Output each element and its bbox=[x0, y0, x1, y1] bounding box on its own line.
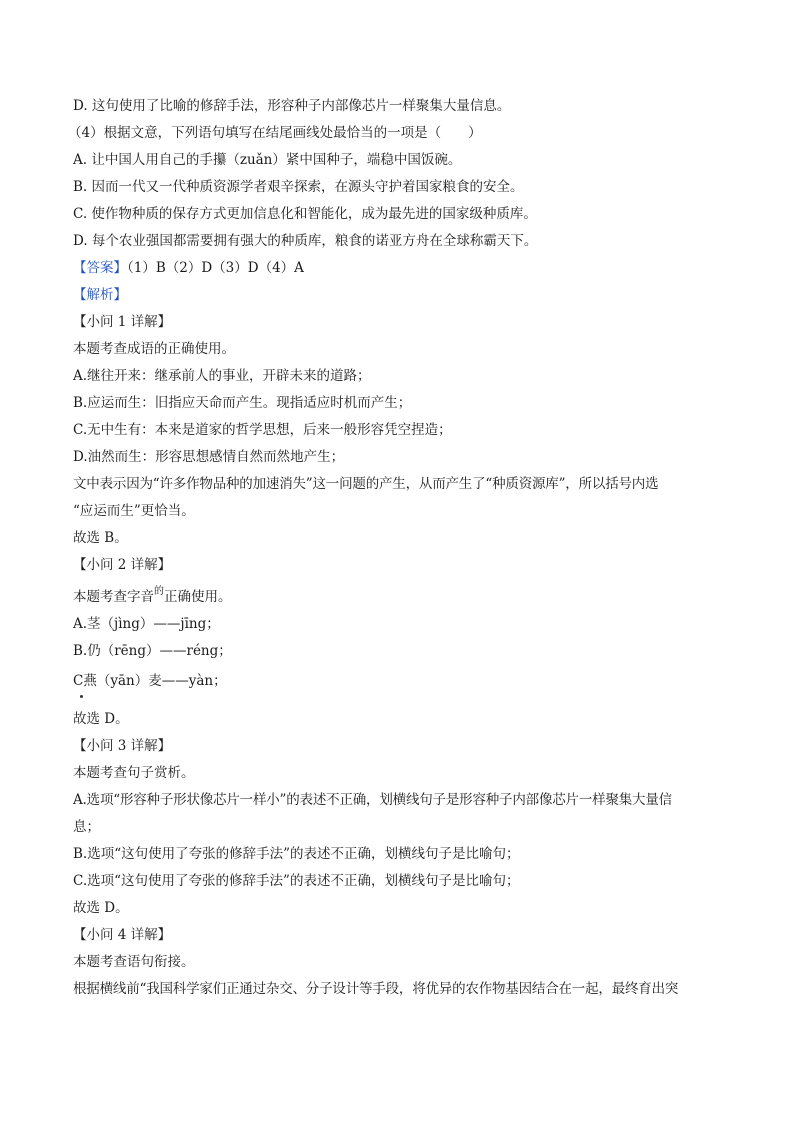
section-2-topic bbox=[73, 587, 733, 609]
section-3-item-a-1: A.选项“形容种子形状像芯片一样小”的表述不正确，划横线句子是形容种子内部像芯片一样聚集大量信 bbox=[73, 792, 672, 808]
section-2-topic-sup: 的 bbox=[154, 586, 164, 597]
q4-option-c: C. 使作物种质的保存方式更加信息化和智能化，成为最先进的国家级种质库。 bbox=[73, 206, 537, 222]
q3-option-d: D. 这句使用了比喻的修辞手法，形容种子内部像芯片一样聚集大量信息。 bbox=[73, 98, 511, 114]
q4-option-a: A. 让中国人用自己的手攥（zuǎn）紧中国种子，端稳中国饭碗。 bbox=[73, 152, 462, 168]
section-3-topic: 本题考查句子赏析。 bbox=[73, 765, 195, 781]
analysis-label: 【解析】 bbox=[73, 287, 127, 303]
q4-stem: （4）根据文意，下列语句填写在结尾画线处最恰当的一项是（ ） bbox=[68, 125, 482, 141]
section-2-topic-a: 本题考查字音 bbox=[73, 589, 154, 605]
answer-text: （1）B（2）D（3）D（4）A bbox=[127, 260, 304, 276]
section-4-topic: 本题考查语句衔接。 bbox=[73, 954, 195, 970]
section-2-item-c: C燕（yān）麦——yàn； bbox=[73, 673, 227, 689]
section-4-heading: 【小问 4 详解】 bbox=[73, 927, 172, 943]
section-1-item-b: B.应运而生：旧指应天命而产生。现指适应时机而产生； bbox=[73, 395, 412, 411]
answer-label: 【答案】 bbox=[73, 260, 127, 276]
q4-option-b: B. 因而一代又一代种质资源学者艰辛探索，在源头守护着国家粮食的安全。 bbox=[73, 179, 524, 195]
section-2-topic-b: 正确使用。 bbox=[164, 589, 232, 605]
section-2-choice: 故选 D。 bbox=[73, 711, 129, 727]
section-1-choice: 故选 B。 bbox=[73, 530, 128, 546]
section-3-item-c: C.选项“这句使用了夸张的修辞手法”的表述不正确，划横线句子是比喻句； bbox=[73, 873, 520, 889]
section-1-text-2: “应运而生”更恰当。 bbox=[73, 503, 195, 519]
section-1-item-d: D.油然而生：形容思想感情自然而然地产生； bbox=[73, 449, 345, 465]
section-2-heading: 【小问 2 详解】 bbox=[73, 557, 172, 573]
answer-line bbox=[73, 258, 733, 278]
section-3-item-a-2: 息； bbox=[73, 819, 100, 835]
section-4-text: 根据横线前“我国科学家们正通过杂交、分子设计等手段，将优异的农作物基因结合在一起，最终育出突 bbox=[73, 981, 679, 997]
section-1-text-1: 文中表示因为“许多作物品种的加速消失”这一问题的产生，从而产生了“种质资源库”，所以括号内选 bbox=[73, 476, 659, 492]
section-1-item-c: C.无中生有：本来是道家的哲学思想，后来一般形容凭空捏造； bbox=[73, 422, 452, 438]
stray-dot bbox=[80, 695, 83, 698]
q4-option-d: D. 每个农业强国都需要拥有强大的种质库，粮食的诺亚方舟在全球称霸天下。 bbox=[73, 233, 538, 249]
section-3-item-b: B.选项“这句使用了夸张的修辞手法”的表述不正确，划横线句子是比喻句； bbox=[73, 846, 520, 862]
section-1-topic: 本题考查成语的正确使用。 bbox=[73, 341, 235, 357]
section-2-item-a: A.茎（jìng）——jīng； bbox=[73, 616, 220, 632]
section-3-choice: 故选 D。 bbox=[73, 900, 129, 916]
section-1-heading: 【小问 1 详解】 bbox=[73, 314, 172, 330]
section-3-heading: 【小问 3 详解】 bbox=[73, 738, 172, 754]
section-2-item-b: B.仍（rēng）——réng； bbox=[73, 643, 232, 659]
section-1-item-a: A.继往开来：继承前人的事业，开辟未来的道路； bbox=[73, 368, 371, 384]
